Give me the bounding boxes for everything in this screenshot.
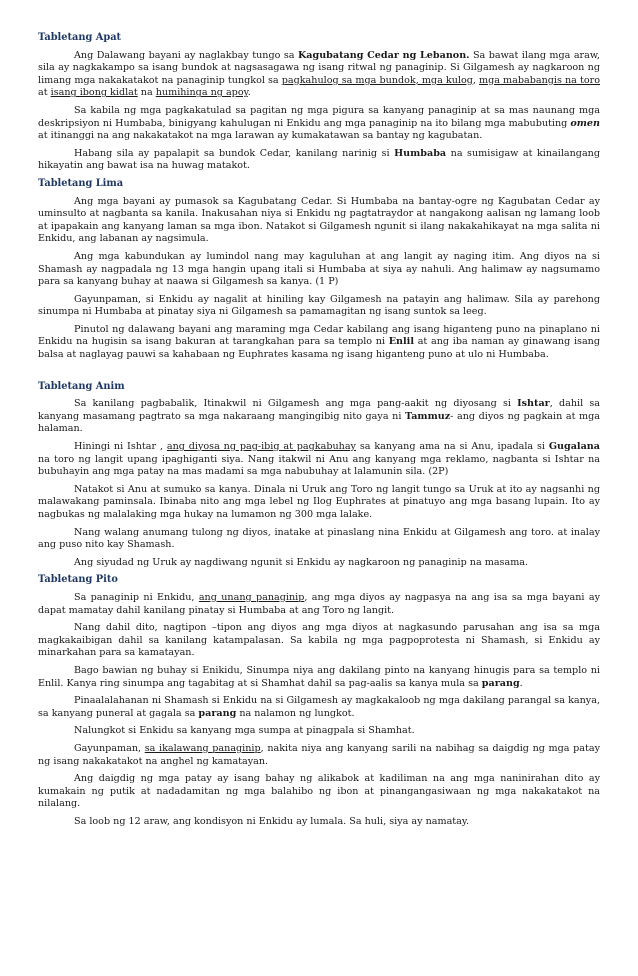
text-run: Ang Dalawang bayani ay naglakbay tungo sa bbox=[74, 49, 298, 61]
text-run: at bbox=[38, 87, 51, 99]
paragraph bbox=[38, 665, 600, 690]
text-run: at itinanggi na ang nakakatakot na mga larawan ay kumakatawan sa bantay ng kagubatan. bbox=[38, 130, 483, 142]
paragraph bbox=[38, 50, 600, 100]
section-heading: Tabletang Pito bbox=[38, 574, 118, 586]
text-run: Ang mga kabundukan ay lumindol nang may kaguluhan at ang langit ay naging itim. Ang diyos na si Shamash ay nagpadala ng 13 mga hangin upang itali si Humbaba at siya ay nahuli. Ang halimaw ay nagsumamo para sa kanyang buhay at naawa si Gilgamesh sa kanya. (1 P) bbox=[38, 250, 600, 288]
paragraph bbox=[38, 592, 600, 617]
text-run: Sa kanilang pagbabalik, Itinakwil ni Gilgamesh ang mga pang-aakit ng diyosang si bbox=[74, 398, 518, 410]
bold-text: parang bbox=[198, 707, 237, 719]
bold-text: Gugalana bbox=[548, 441, 600, 453]
underlined-text: sa ikalawang panaginip bbox=[144, 742, 261, 754]
paragraph bbox=[38, 695, 600, 720]
paragraph bbox=[38, 622, 600, 660]
bold-text: Ishtar bbox=[517, 398, 550, 410]
paragraph bbox=[38, 105, 600, 143]
paragraph bbox=[38, 148, 600, 173]
paragraph bbox=[38, 484, 600, 522]
document-page bbox=[38, 32, 600, 833]
text-run: Nang walang anumang tulong ng diyos, inatake at pinaslang nina Enkidu at Gilgamesh ang toro. at inalay ang puso nito kay Shamash. bbox=[38, 526, 600, 551]
text-run: . bbox=[519, 677, 523, 689]
bold-text: Tammuz bbox=[405, 410, 451, 422]
bold-text: Humbaba bbox=[394, 147, 447, 159]
text-run: Pinutol ng dalawang bayani ang maraming mga Cedar kabilang ang isang higanteng puno na pinaplano ni Enkidu na hugisin sa isang bakuran at tarangkahan para sa templo ni bbox=[38, 323, 600, 348]
text-run: Pinaalalahanan ni Shamash si Enkidu na si Gilgamesh ay magkakaloob ng mga dakilang parangal sa kanya, sa kanyang puneral at gagala sa bbox=[38, 695, 600, 719]
text-run: Sa loob ng 12 araw, ang kondisyon ni Enkidu ay lumala. Sa huli, siya ay namatay. bbox=[74, 815, 470, 827]
text-run: Habang sila ay papalapit sa bundok Cedar, kanilang narinig si bbox=[74, 147, 395, 159]
text-run: , nakita niya ang kanyang sarili na nabihag sa daigdig ng mga patay ng isang nakakatakot na anghel ng kamatayan. bbox=[38, 742, 600, 767]
text-run: sa kanyang ama na si Anu, ipadala si bbox=[355, 441, 549, 453]
text-run: Bago bawian ng buhay si Enikidu, Sinumpa niya ang dakilang pinto na kanyang hinugis para sa templo ni Enlil. Kanya ring sinumpa ang tagabitag at si Shamhat dahil sa pag-aalis sa kanya mula sa bbox=[38, 664, 600, 689]
underlined-text: mga mababangis na toro bbox=[479, 74, 600, 86]
text-run: Sa panaginip ni Enkidu, bbox=[74, 591, 199, 603]
paragraph bbox=[38, 251, 600, 289]
underlined-text: ang unang panaginip bbox=[198, 591, 305, 603]
paragraph bbox=[38, 441, 600, 479]
paragraph bbox=[38, 773, 600, 811]
text-run: na toro ng langit upang ipaghiganti siya. Nang itakwil ni Anu ang kanyang mga reklamo, nagbanta si Ishtar na bubuhayin ang mga patay na mas madami sa mga nabubuhay at lalamunin sila. (2P) bbox=[38, 453, 600, 478]
text-run: na bbox=[137, 87, 156, 99]
text-run: Ang mga bayani ay pumasok sa Kagubatang Cedar. Si Humbaba na bantay-ogre ng Kagubatan Cedar ay uminsulto at nagbanta sa kanila. Inakusahan niya si Enkidu ng pagtatraydor at nangakong aalisan ng lamang loob at ipapakain ang kanyang laman sa mga ibon. Natakot si Gilgamesh ngunit si ilang nakakahikayat na mga salita ni Enkidu, ang labanan ay nagsimula. bbox=[38, 195, 600, 245]
paragraph bbox=[38, 816, 600, 829]
text-run: Gayunpaman, si Enkidu ay nagalit at hiniling kay Gilgamesh na patayin ang halimaw. Sila ay parehong sinumpa ni Humbaba at pinatay siya ni Gilgamesh sa pamamagitan ng isang suntok sa leeg. bbox=[38, 293, 600, 318]
text-run: na nalamon ng lungkot. bbox=[236, 707, 355, 719]
text-run: , bbox=[472, 74, 480, 86]
text-run: . bbox=[247, 87, 251, 99]
text-run: Ang daigdig ng mga patay ay isang bahay ng alikabok at kadiliman na ang mga naninirahan dito ay kumakain ng putik at nadadamitan ng mga balahibo ng ibon at pinangangasiwaan ng mga nakakatakot na nilalang. bbox=[38, 773, 600, 810]
underlined-text: ang diyosa ng pag-ibig at pagkabuhay bbox=[166, 441, 356, 453]
paragraph bbox=[38, 324, 600, 362]
bold-text: Enlil bbox=[388, 336, 414, 348]
text-run: Sa bawat ilang mga araw, sila ay nagkakampo sa isang bundok at nagsasagawa ng isang ritwal ng panaginip. Si Gilgamesh ay nagkaroon ng limang mga nakakatakot na panaginip tungkol sa bbox=[38, 49, 600, 86]
bold-text: Kagubatang Cedar ng Lebanon. bbox=[297, 49, 470, 61]
text-run: - ang diyos ng pagkain at mga halaman. bbox=[38, 410, 601, 435]
underlined-text: pagkahulog sa mga bundok, mga kulog bbox=[281, 74, 473, 86]
section-gap bbox=[38, 367, 600, 381]
text-run: Nang dahil dito, nagtipon –tipon ang diyos ang mga diyos at nagkasundo parusahan ang isa sa mga magkakaibigan dahil sa kanilang katampalasan. Sa kabila ng mga pagpoprotesta ni Shamash, si Enkidu ay minarkahan para sa kamatayan. bbox=[38, 622, 600, 659]
text-run: Natakot si Anu at sumuko sa kanya. Dinala ni Uruk ang Toro ng langit tungo sa Uruk at ito ay nagsanhi ng malawakang paminsala. Ibinaba nito ang mga lebel ng Ilog Euphrates at pinatuyo ang mga basang lupain. Ito ay nagbukas ng malalaking mga hukay na lumamon ng 300 mga lalake. bbox=[38, 483, 600, 520]
paragraph bbox=[38, 294, 600, 319]
text-run: , ang mga diyos ay nagpasya na ang isa sa mga bayani ay dapat mamatay dahil kanilang pinatay si Humbaba at ang Toro ng langit. bbox=[38, 591, 600, 616]
paragraph bbox=[38, 398, 600, 436]
text-run: na sumisigaw at kinailangang hikayatin ang bawat isa na huwag matakot. bbox=[38, 147, 600, 172]
paragraph bbox=[38, 196, 600, 246]
text-run: Ang siyudad ng Uruk ay nagdiwang ngunit si Enkidu ay nagkaroon ng panaginip na masama. bbox=[74, 556, 529, 568]
text-run: Hiningi ni Ishtar , bbox=[74, 441, 167, 453]
text-run: Sa kabila ng mga pagkakatulad sa pagitan ng mga pigura sa kanyang panaginip at sa mas naunang mga deskripsiyon ni Humbaba, binigyang kahulugan ni Enkidu ang mga panaginip na ito bilang mga mabubuting bbox=[38, 104, 600, 129]
text-run: at ang iba naman ay ginawang isang balsa at naglayag pauwi sa kahabaan ng Euphrates kasama ng isang higanteng puno at ulo ni Humbaba. bbox=[38, 336, 600, 361]
text-run: , dahil sa kanyang masamang pagtrato sa mga nakaraang mangingibig nito gaya ni bbox=[38, 398, 601, 422]
bold-text: omen bbox=[570, 117, 600, 129]
bold-text: parang bbox=[481, 677, 520, 689]
paragraph bbox=[38, 557, 600, 570]
section-heading: Tabletang Lima bbox=[38, 177, 124, 189]
text-run: Gayunpaman, bbox=[74, 742, 145, 754]
paragraph bbox=[38, 743, 600, 768]
underlined-text: isang ibong kidlat bbox=[50, 87, 138, 99]
paragraph bbox=[38, 527, 600, 552]
text-run: Nalungkot si Enkidu sa kanyang mga sumpa at pinagpala si Shamhat. bbox=[74, 725, 415, 737]
section-heading: Tabletang Anim bbox=[38, 380, 125, 392]
underlined-text: humihinga ng apoy bbox=[155, 87, 248, 99]
paragraph bbox=[38, 725, 600, 738]
section-heading: Tabletang Apat bbox=[38, 32, 122, 43]
